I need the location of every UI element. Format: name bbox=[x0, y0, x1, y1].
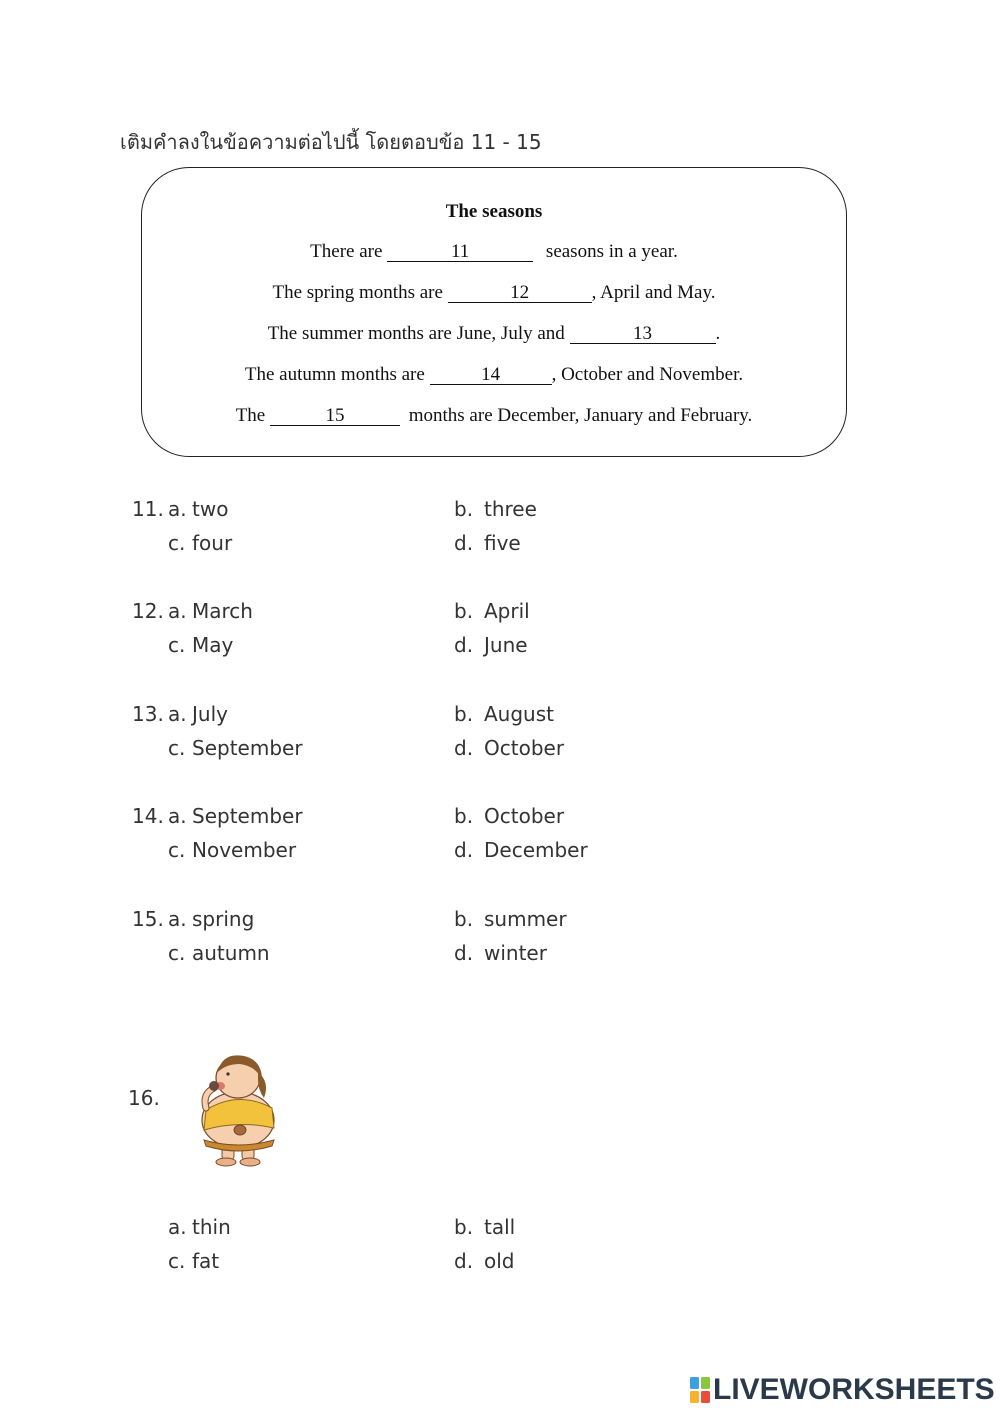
blank-12[interactable]: 12 bbox=[448, 284, 592, 303]
line-text: The summer months are June, July and bbox=[267, 323, 570, 344]
option-c[interactable] bbox=[168, 736, 303, 760]
question-number: 13. bbox=[132, 702, 164, 726]
option-text: winter bbox=[484, 941, 547, 965]
option-text: December bbox=[484, 838, 588, 862]
line-text: months are December, January and February. bbox=[403, 405, 753, 426]
option-d[interactable] bbox=[454, 633, 528, 657]
line-text: , April and May. bbox=[591, 282, 716, 303]
option-text: September bbox=[192, 804, 303, 828]
option-letter: a. bbox=[168, 804, 187, 828]
option-d[interactable] bbox=[454, 838, 588, 862]
option-letter: d. bbox=[454, 736, 474, 760]
option-letter: c. bbox=[168, 531, 186, 555]
option-d[interactable] bbox=[454, 531, 521, 555]
option-text: May bbox=[192, 633, 234, 657]
option-letter: a. bbox=[168, 702, 187, 726]
question-number: 12. bbox=[132, 599, 164, 623]
line-text: . bbox=[715, 323, 721, 344]
option-text: September bbox=[192, 736, 303, 760]
option-a[interactable] bbox=[168, 702, 228, 726]
option-letter: b. bbox=[454, 497, 474, 521]
option-letter: a. bbox=[168, 599, 187, 623]
option-d[interactable] bbox=[454, 941, 547, 965]
option-letter: d. bbox=[454, 1249, 474, 1273]
option-text: thin bbox=[192, 1215, 231, 1239]
option-text: autumn bbox=[192, 941, 270, 965]
option-letter: b. bbox=[454, 702, 474, 726]
option-text: October bbox=[484, 804, 565, 828]
option-text: four bbox=[192, 531, 233, 555]
blank-15[interactable]: 15 bbox=[270, 407, 400, 426]
passage-title: The seasons bbox=[445, 201, 543, 222]
option-letter: d. bbox=[454, 531, 474, 555]
passage-line-2 bbox=[142, 282, 846, 304]
option-letter: c. bbox=[168, 1249, 186, 1273]
option-b[interactable] bbox=[454, 702, 554, 726]
option-letter: a. bbox=[168, 907, 187, 931]
option-text: August bbox=[484, 702, 554, 726]
option-text: two bbox=[192, 497, 229, 521]
logo-text: LIVEWORKSHEETS bbox=[713, 1373, 995, 1406]
line-text: seasons in a year. bbox=[541, 241, 678, 262]
option-b[interactable] bbox=[454, 907, 567, 931]
option-a[interactable] bbox=[168, 804, 303, 828]
option-letter: b. bbox=[454, 1215, 474, 1239]
option-a[interactable] bbox=[168, 599, 253, 623]
option-text: July bbox=[192, 702, 228, 726]
option-letter: a. bbox=[168, 497, 187, 521]
option-c[interactable] bbox=[168, 531, 232, 555]
question-number: 16. bbox=[128, 1086, 160, 1110]
option-text: summer bbox=[484, 907, 567, 931]
option-text: March bbox=[192, 599, 253, 623]
option-b[interactable] bbox=[454, 804, 564, 828]
option-c[interactable] bbox=[168, 838, 296, 862]
option-c[interactable] bbox=[168, 941, 270, 965]
question-number: 14. bbox=[132, 804, 164, 828]
option-letter: b. bbox=[454, 804, 474, 828]
option-text: April bbox=[484, 599, 530, 623]
passage-line-1 bbox=[142, 241, 846, 263]
passage-box bbox=[141, 167, 847, 457]
option-b[interactable] bbox=[454, 497, 537, 521]
option-letter: c. bbox=[168, 736, 186, 760]
line-text: There are bbox=[310, 241, 388, 262]
option-d[interactable] bbox=[454, 1249, 515, 1273]
option-b[interactable] bbox=[454, 599, 530, 623]
instruction-text: เติมคำลงในข้อความต่อไปนี้ โดยตอบข้อ 11 - 15 bbox=[120, 130, 542, 154]
option-text: five bbox=[484, 531, 521, 555]
option-c[interactable] bbox=[168, 633, 233, 657]
passage-line-3 bbox=[142, 323, 846, 345]
logo-mark-icon bbox=[690, 1377, 710, 1403]
line-text: The autumn months are bbox=[244, 364, 430, 385]
option-a[interactable] bbox=[168, 907, 254, 931]
blank-11[interactable]: 11 bbox=[387, 243, 533, 262]
question-number: 15. bbox=[132, 907, 164, 931]
option-text: June bbox=[484, 633, 528, 657]
option-text: November bbox=[192, 838, 297, 862]
option-letter: c. bbox=[168, 941, 186, 965]
line-text: , October and November. bbox=[551, 364, 744, 385]
option-letter: c. bbox=[168, 633, 186, 657]
option-letter: b. bbox=[454, 599, 474, 623]
blank-14[interactable]: 14 bbox=[430, 366, 552, 385]
question-number: 11. bbox=[132, 497, 164, 521]
option-text: tall bbox=[484, 1215, 516, 1239]
option-letter: b. bbox=[454, 907, 474, 931]
option-letter: d. bbox=[454, 838, 474, 862]
option-a[interactable] bbox=[168, 497, 228, 521]
option-d[interactable] bbox=[454, 736, 564, 760]
fat-person-eating-icon bbox=[192, 1050, 288, 1168]
passage-line-5 bbox=[142, 405, 846, 427]
option-text: October bbox=[484, 736, 565, 760]
option-letter: c. bbox=[168, 838, 186, 862]
line-text: The spring months are bbox=[272, 282, 448, 303]
option-text: fat bbox=[192, 1249, 220, 1273]
option-letter: d. bbox=[454, 633, 474, 657]
option-b[interactable] bbox=[454, 1215, 515, 1239]
blank-13[interactable]: 13 bbox=[570, 325, 716, 344]
option-letter: a. bbox=[168, 1215, 187, 1239]
option-text: spring bbox=[192, 907, 255, 931]
option-text: old bbox=[484, 1249, 515, 1273]
option-text: three bbox=[484, 497, 537, 521]
line-text: The bbox=[235, 405, 270, 426]
option-letter: d. bbox=[454, 941, 474, 965]
option-c[interactable] bbox=[168, 1249, 219, 1273]
option-a[interactable] bbox=[168, 1215, 231, 1239]
passage-line-4 bbox=[142, 364, 846, 386]
liveworksheets-logo bbox=[690, 1373, 995, 1407]
